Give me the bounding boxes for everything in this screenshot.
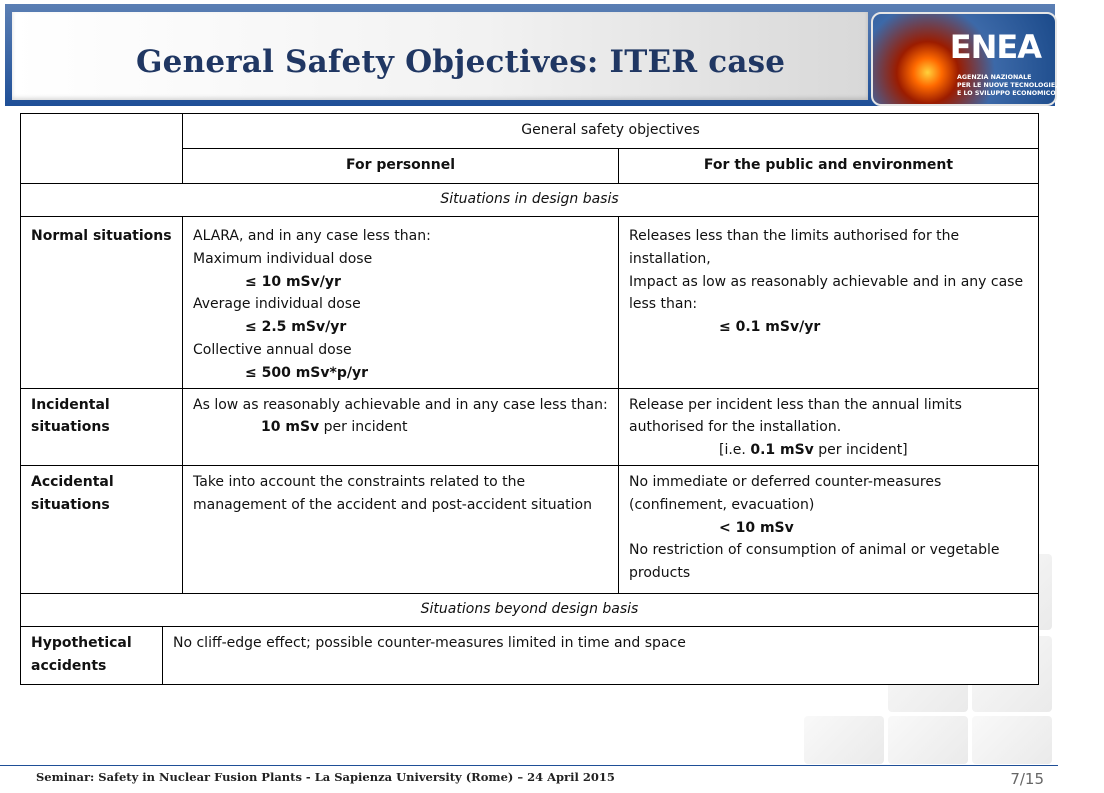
logo-name: ENEA: [949, 28, 1041, 66]
logo-subtitle-line: PER LE NUOVE TECNOLOGIE, L'ENERGIA: [957, 82, 1097, 89]
row-label-hypothetical: Hypothetical accidents: [21, 626, 163, 684]
dose-limit-value: 0.1 mSv: [750, 442, 814, 459]
cell-line: Collective annual dose: [193, 341, 352, 358]
section-design-basis: Situations in design basis: [21, 184, 1039, 217]
normal-personnel-cell: [183, 217, 619, 389]
decorative-tile: [972, 716, 1052, 764]
cell-text: [i.e.: [719, 442, 751, 459]
cell-line: [193, 416, 608, 439]
cell-text: per incident]: [813, 442, 908, 459]
cell-line: Releases less than the limits authorised for the installation,: [629, 228, 960, 267]
cell-line: No immediate or deferred counter-measures (confinement, evacuation): [629, 473, 942, 513]
header-personnel: For personnel: [183, 149, 619, 184]
row-label-accidental: Accidental situations: [21, 465, 183, 593]
dose-limit-value: ≤ 0.1 mSv/yr: [719, 319, 821, 336]
dose-limit-value: ≤ 2.5 mSv/yr: [245, 319, 347, 336]
decorative-tile: [888, 716, 968, 764]
logo-subtitle-line: E LO SVILUPPO ECONOMICO SOSTENIBILE: [957, 90, 1104, 97]
cell-line: Release per incident less than the annual limits authorised for the installation.: [629, 396, 962, 436]
row-label-normal: Normal situations: [21, 217, 183, 389]
hypothetical-cell: No cliff-edge effect; possible counter-measures limited in time and space: [163, 626, 1039, 684]
page-number: 7/15: [1010, 770, 1044, 788]
decorative-tile: [804, 716, 884, 764]
dose-limit-value: ≤ 500 mSv*p/yr: [245, 364, 368, 381]
cell-line: Maximum individual dose: [193, 250, 373, 267]
section-beyond-design-basis: Situations beyond design basis: [21, 593, 1039, 626]
footer-divider: [0, 765, 1058, 766]
header-public: For the public and environment: [619, 149, 1039, 184]
empty-corner-cell: [21, 114, 183, 184]
slide-title: General Safety Objectives: ITER case: [136, 44, 786, 80]
cell-line: Impact as low as reasonably achievable and in any case less than:: [629, 273, 1024, 313]
row-label-incidental: Incidental situations: [21, 388, 183, 465]
incidental-public-cell: [619, 388, 1039, 465]
accidental-public-cell: [619, 465, 1039, 593]
dose-limit-value: ≤ 10 mSv/yr: [245, 273, 341, 290]
logo-subtitle-line: AGENZIA NAZIONALE: [957, 74, 1032, 81]
incidental-personnel-cell: [183, 388, 619, 465]
dose-limit-value: 10 mSv: [261, 419, 320, 436]
group-header: General safety objectives: [183, 114, 1039, 149]
cell-line: [629, 439, 1028, 462]
cell-line: No restriction of consumption of animal or vegetable products: [629, 542, 1000, 582]
normal-public-cell: [619, 217, 1039, 389]
cell-text: per incident: [319, 419, 408, 436]
enea-logo: [871, 12, 1104, 106]
logo-subtitle: [957, 74, 1104, 98]
accidental-personnel-cell: Take into account the constraints related to the management of the accident and post-accident situation: [183, 465, 619, 593]
safety-objectives-table: [20, 113, 1039, 685]
footer-seminar-text: Seminar: Safety in Nuclear Fusion Plants - La Sapienza University (Rome) – 24 April 2015: [36, 770, 615, 784]
cell-line: Average individual dose: [193, 296, 361, 313]
cell-line: As low as reasonably achievable and in any case less than:: [193, 396, 608, 413]
dose-limit-value: < 10 mSv: [719, 519, 794, 536]
cell-line: ALARA, and in any case less than:: [193, 228, 431, 244]
